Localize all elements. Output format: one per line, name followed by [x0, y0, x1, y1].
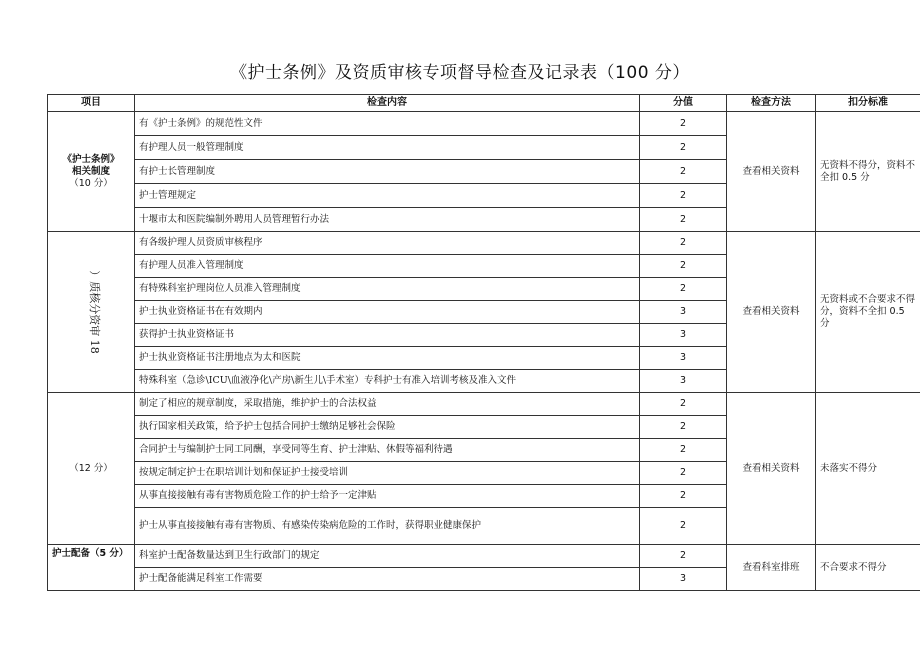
row-content: 按规定制定护士在职培训计划和保证护士接受培训 [135, 462, 640, 485]
row-content: 合同护士与编制护士同工同酬，享受同等生育、护士津贴、休假等福利待遇 [135, 439, 640, 462]
row-score: 3 [640, 370, 727, 393]
row-score: 2 [640, 160, 727, 184]
row-score: 2 [640, 255, 727, 278]
row-content: 特殊科室（急诊\ICU\血液净化\产房\新生儿\手术室）专科护士有准入培训考核及准入文件 [135, 370, 640, 393]
row-content: 制定了相应的规章制度，采取措施，维护护士的合法权益 [135, 393, 640, 416]
section-criteria: 无资料或不合要求不得分，资料不全扣 0.5 分 [816, 232, 920, 393]
table-row [48, 393, 920, 416]
row-content: 科室护士配备数量达到卫生行政部门的规定 [135, 545, 640, 568]
header-item: 项目 [48, 95, 135, 112]
table-row [48, 545, 920, 568]
row-score: 3 [640, 568, 727, 591]
row-score: 2 [640, 416, 727, 439]
section-item-regulations [48, 112, 135, 232]
section-criteria: 不合要求不得分 [816, 545, 920, 591]
page-title: 《护士条例》及资质审核专项督导检查及记录表（100 分） [230, 63, 690, 83]
row-score: 2 [640, 232, 727, 255]
row-score: 3 [640, 301, 727, 324]
section-criteria: 无资料不得分，资料不全扣 0.5 分 [816, 112, 920, 232]
row-content: 护士执业资格证书在有效期内 [135, 301, 640, 324]
row-score: 2 [640, 112, 727, 136]
row-content: 有各级护理人员资质审核程序 [135, 232, 640, 255]
row-content: 护士执业资格证书注册地点为太和医院 [135, 347, 640, 370]
section-item-line: 相关制度 [71, 165, 110, 177]
row-content: 有护理人员一般管理制度 [135, 136, 640, 160]
section-item-line: （10 分） [69, 177, 113, 189]
table-row [48, 112, 920, 136]
section-item-line: 护士配备（5 分） [52, 548, 129, 559]
header-criteria: 扣分标准 [816, 95, 920, 112]
header-content: 检查内容 [135, 95, 640, 112]
row-score: 2 [640, 278, 727, 301]
header-method: 检查方法 [727, 95, 816, 112]
row-content: 十堰市太和医院编制外聘用人员管理暂行办法 [135, 208, 640, 232]
section-criteria: 未落实不得分 [816, 393, 920, 545]
row-content: 执行国家相关政策，给予护士包括合同护士缴纳足够社会保险 [135, 416, 640, 439]
row-content: 有护理人员准入管理制度 [135, 255, 640, 278]
row-content: 护士配备能满足科室工作需要 [135, 568, 640, 591]
row-score: 2 [640, 545, 727, 568]
row-content: 有护士长管理制度 [135, 160, 640, 184]
row-score: 2 [640, 393, 727, 416]
row-score: 2 [640, 208, 727, 232]
header-score: 分值 [640, 95, 727, 112]
section-method: 查看相关资料 [727, 112, 816, 232]
row-score: 2 [640, 439, 727, 462]
row-score: 3 [640, 324, 727, 347]
section-item-line: 《护士条例》 [62, 153, 120, 165]
section-method: 查看科室排班 [727, 545, 816, 591]
row-score: 2 [640, 508, 727, 545]
section-method: 查看相关资料 [727, 232, 816, 393]
row-content: 有特殊科室护理岗位人员准入管理制度 [135, 278, 640, 301]
row-score: 2 [640, 485, 727, 508]
table-row [48, 232, 920, 255]
row-score: 2 [640, 462, 727, 485]
row-content: 获得护士执业资格证书 [135, 324, 640, 347]
row-content: 护士管理规定 [135, 184, 640, 208]
section-method: 查看相关资料 [727, 393, 816, 545]
section-item-vertical: ）质核分资审 18 [87, 269, 101, 354]
section-item-staffing [48, 545, 135, 591]
row-content: 有《护士条例》的规范性文件 [135, 112, 640, 136]
row-content: 从事直接接触有毒有害物质危险工作的护士给予一定津贴 [135, 485, 640, 508]
row-score: 3 [640, 347, 727, 370]
table-header-row [48, 95, 920, 112]
row-content: 护士从事直接接触有毒有害物质、有感染传染病危险的工作时，获得职业健康保护 [135, 508, 640, 545]
inspection-table [47, 94, 920, 591]
section-item-line: （12 分） [69, 462, 113, 474]
section-item-rights [48, 393, 135, 545]
row-score: 2 [640, 136, 727, 160]
section-item-qualification [48, 232, 135, 393]
row-score: 2 [640, 184, 727, 208]
